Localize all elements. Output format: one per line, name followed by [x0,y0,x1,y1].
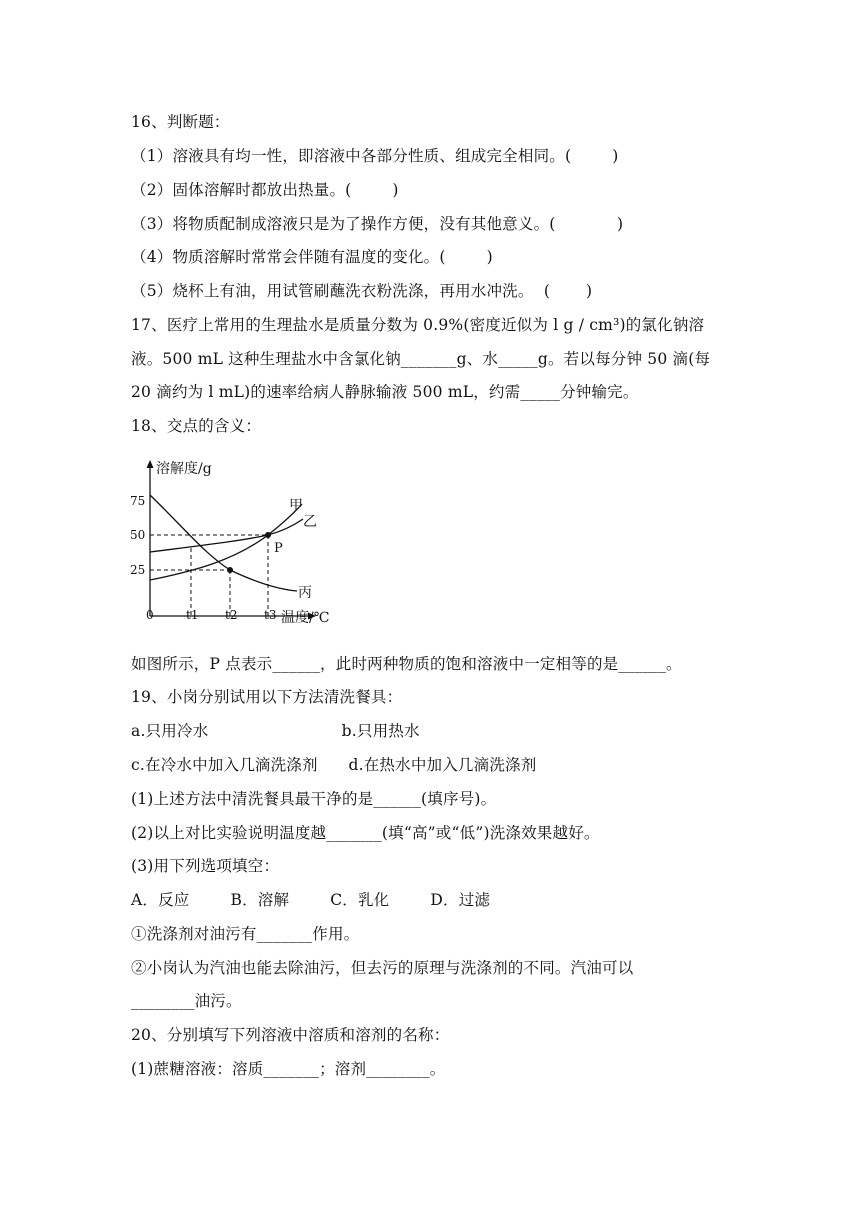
label-yi: 乙 [303,514,317,530]
point-p [265,532,271,538]
y-tick-75: 75 [130,494,146,508]
question-18-title: 18、交点的含义： [131,417,262,435]
question-19-part-3: (3)用下列选项填空： [131,857,280,875]
label-p: P [274,541,283,556]
question-19-blank-2a: ②小岗认为汽油也能去除油污，但去污的原理与洗涤剂的不同。汽油可以 [131,959,634,977]
label-bing: 丙 [298,585,312,601]
question-16-item-2: （2）固体溶解时都放出热量。( ) [131,181,399,199]
question-16-item-1: （1）溶液具有均一性，即溶液中各部分性质、组成完全相同。( ) [131,147,619,165]
x-tick-t1: t1 [186,608,199,622]
y-axis-label: 溶解度/g [156,461,212,477]
question-20-title: 20、分别填写下列溶液中溶质和溶剂的名称： [131,1026,450,1044]
question-19-blank-2b: ________油污。 [131,992,242,1010]
question-16-title: 16、判断题： [131,113,230,131]
question-19-part-2: (2)以上对比实验说明温度越_______(填“高”或“低”)洗涤效果越好。 [131,824,600,842]
question-16-item-3: （3）将物质配制成溶液只是为了操作方便，没有其他意义。( ) [131,215,624,233]
x-axis-label: 温度/℃ [281,610,330,626]
y-axis-arrow-icon [147,460,154,468]
question-19-choices: A．反应 B．溶解 C．乳化 D．过滤 [131,891,491,909]
question-16-item-5: （5）烧杯上有油，用试管刷蘸洗衣粉洗涤，再用水冲洗。 ( ) [131,282,593,300]
question-19-options-ab: a.只用冷水 b.只用热水 [131,722,420,740]
question-17-line-3: 20 滴约为 l mL)的速率给病人静脉输液 500 mL，约需_____分钟输完。 [131,383,639,401]
y-tick-25: 25 [130,563,146,577]
question-19-blank-1: ①洗涤剂对油污有_______作用。 [131,925,360,943]
x-tick-0: 0 [146,608,154,622]
x-tick-t2: t2 [225,608,238,622]
question-19-options-cd: c.在冷水中加入几滴洗涤剂 d.在热水中加入几滴洗涤剂 [131,756,537,774]
question-19-part-1: (1)上述方法中清洗餐具最干净的是______(填序号)。 [131,790,497,808]
question-18-text: 如图所示，P 点表示______，此时两种物质的饱和溶液中一定相等的是______。 [131,655,682,673]
x-tick-t3: t3 [264,608,277,622]
question-19-title: 19、小岗分别试用以下方法清洗餐具： [131,688,403,706]
question-17-line-1: 17、医疗上常用的生理盐水是质量分数为 0.9%(密度近似为 l g / cm³)的氯化钠溶 [131,316,705,334]
question-20-part-1: (1)蔗糖溶液：溶质_______；溶剂________。 [131,1060,446,1078]
point-intersection [227,567,233,573]
question-17-line-2: 液。500 mL 这种生理盐水中含氯化钠_______g、水_____g。若以每分钟 50 滴(每 [131,350,711,368]
question-16-item-4: （4）物质溶解时常常会伴随有温度的变化。( ) [131,248,493,266]
y-tick-50: 50 [130,528,146,542]
solubility-graph [125,454,345,630]
label-jia: 甲 [289,498,303,514]
